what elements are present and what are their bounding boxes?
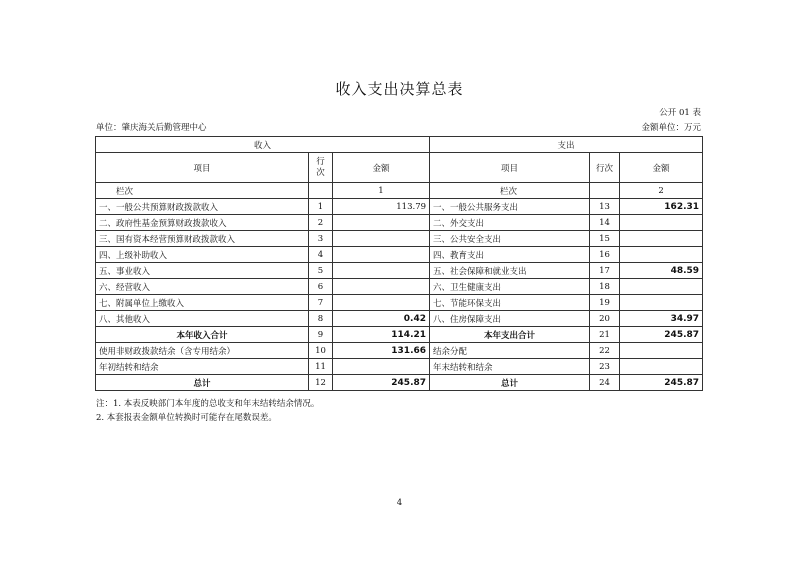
income-item: 五、事业收入: [96, 263, 309, 279]
expense-rowno: 14: [590, 215, 620, 231]
lanci-row: [96, 183, 703, 199]
income-amount: [333, 231, 430, 247]
expense-amount: 245.87: [620, 375, 703, 391]
table-row: [96, 263, 703, 279]
expense-rowno: 19: [590, 295, 620, 311]
income-rowno: 3: [309, 231, 333, 247]
income-rowno: 2: [309, 215, 333, 231]
income-lanci-label: 栏次: [96, 183, 309, 199]
expense-rowno: 13: [590, 199, 620, 215]
table-row: [96, 375, 703, 391]
table-row: [96, 295, 703, 311]
table-group-header-row: [96, 137, 703, 153]
income-item: 八、其他收入: [96, 311, 309, 327]
expense-lanci-number: 2: [620, 183, 703, 199]
expense-item-header: 项目: [430, 153, 590, 183]
income-amount: 245.87: [333, 375, 430, 391]
expense-amount: 34.97: [620, 311, 703, 327]
expense-item: 五、社会保障和就业支出: [430, 263, 590, 279]
income-rowno: 5: [309, 263, 333, 279]
income-amount: [333, 359, 430, 375]
expense-rowno: 17: [590, 263, 620, 279]
income-amount: [333, 279, 430, 295]
note-2: 2. 本套报表金额单位转换时可能存在尾数误差。: [96, 413, 277, 423]
income-item: 六、经营收入: [96, 279, 309, 295]
expense-item: 本年支出合计: [430, 327, 590, 343]
income-item: 总计: [96, 375, 309, 391]
expense-item: 六、卫生健康支出: [430, 279, 590, 295]
income-item: 一、一般公共预算财政拨款收入: [96, 199, 309, 215]
expense-amount: [620, 231, 703, 247]
currency-unit: 金额单位：万元: [641, 123, 701, 133]
table-column-header-row: [96, 153, 703, 183]
income-item: 七、附属单位上缴收入: [96, 295, 309, 311]
income-rowno: 11: [309, 359, 333, 375]
expense-amount: [620, 295, 703, 311]
expense-rowno: 20: [590, 311, 620, 327]
income-amount: [333, 215, 430, 231]
table-row: [96, 215, 703, 231]
table-row: [96, 247, 703, 263]
income-rowno: 8: [309, 311, 333, 327]
expense-rowno: 24: [590, 375, 620, 391]
expense-item: 八、住房保障支出: [430, 311, 590, 327]
income-item: 使用非财政拨款结余（含专用结余）: [96, 343, 309, 359]
expense-rowno: 15: [590, 231, 620, 247]
expense-item: 结余分配: [430, 343, 590, 359]
expense-group-header: 支出: [430, 137, 703, 153]
table-body: [96, 199, 703, 391]
income-rowno-header-text: 行次: [316, 156, 325, 178]
income-lanci-number: 1: [333, 183, 430, 199]
income-item: 三、国有资本经营预算财政拨款收入: [96, 231, 309, 247]
income-amount-header: 金额: [333, 153, 430, 183]
document-title: 收入支出决算总表: [335, 80, 464, 98]
expense-rowno: 21: [590, 327, 620, 343]
table-row: [96, 279, 703, 295]
income-amount: 0.42: [333, 311, 430, 327]
expense-lanci-label: 栏次: [430, 183, 590, 199]
income-rowno: 7: [309, 295, 333, 311]
income-rowno: 10: [309, 343, 333, 359]
income-expense-table: [95, 136, 703, 391]
expense-amount: [620, 247, 703, 263]
income-group-header: 收入: [96, 137, 430, 153]
expense-item: 年末结转和结余: [430, 359, 590, 375]
expense-amount: [620, 343, 703, 359]
page-number: 4: [396, 498, 403, 508]
expense-rowno-header: 行次: [590, 153, 620, 183]
income-amount: 131.66: [333, 343, 430, 359]
table-row: [96, 311, 703, 327]
form-number: 公开 01 表: [659, 108, 701, 118]
table-row: [96, 343, 703, 359]
note-1: 注：1. 本表反映部门本年度的总收支和年末结转结余情况。: [96, 399, 320, 409]
expense-rowno: 23: [590, 359, 620, 375]
expense-amount: [620, 215, 703, 231]
income-rowno: 4: [309, 247, 333, 263]
expense-amount: [620, 279, 703, 295]
table-row: [96, 327, 703, 343]
income-item: 本年收入合计: [96, 327, 309, 343]
expense-rowno: 22: [590, 343, 620, 359]
expense-item: 七、节能环保支出: [430, 295, 590, 311]
expense-rowno: 18: [590, 279, 620, 295]
income-item: 二、政府性基金预算财政拨款收入: [96, 215, 309, 231]
income-amount: 113.79: [333, 199, 430, 215]
income-amount: [333, 263, 430, 279]
expense-amount: 162.31: [620, 199, 703, 215]
expense-amount-header: 金额: [620, 153, 703, 183]
reporting-unit: 单位：肇庆海关后勤管理中心: [96, 123, 207, 133]
table-row: [96, 231, 703, 247]
income-amount: 114.21: [333, 327, 430, 343]
income-item: 年初结转和结余: [96, 359, 309, 375]
expense-item: 二、外交支出: [430, 215, 590, 231]
expense-item: 三、公共安全支出: [430, 231, 590, 247]
expense-item: 一、一般公共服务支出: [430, 199, 590, 215]
income-rowno: 6: [309, 279, 333, 295]
expense-lanci-empty: [590, 183, 620, 199]
income-amount: [333, 295, 430, 311]
income-rowno: 12: [309, 375, 333, 391]
expense-amount: 48.59: [620, 263, 703, 279]
income-lanci-empty: [309, 183, 333, 199]
income-amount: [333, 247, 430, 263]
table-row: [96, 359, 703, 375]
income-item: 四、上级补助收入: [96, 247, 309, 263]
income-rowno-header: [309, 153, 333, 183]
expense-amount: [620, 359, 703, 375]
income-rowno: 9: [309, 327, 333, 343]
income-rowno: 1: [309, 199, 333, 215]
income-item-header: 项目: [96, 153, 309, 183]
expense-amount: 245.87: [620, 327, 703, 343]
expense-item: 总计: [430, 375, 590, 391]
notes: [96, 397, 319, 425]
expense-rowno: 16: [590, 247, 620, 263]
expense-item: 四、教育支出: [430, 247, 590, 263]
table-row: [96, 199, 703, 215]
